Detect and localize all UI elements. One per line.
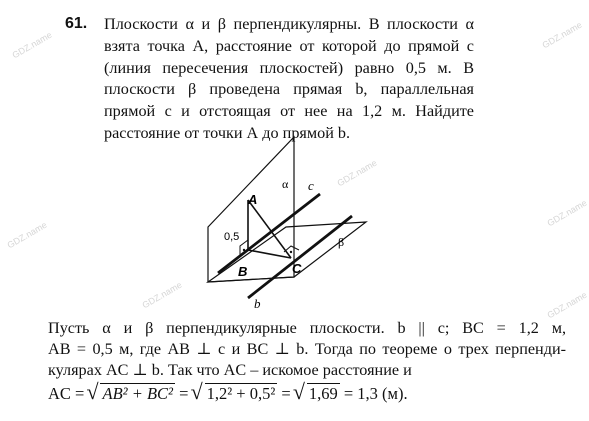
line-b — [248, 216, 352, 298]
solution-text — [48, 318, 566, 382]
radicand-3: 1,69 — [308, 384, 338, 403]
radical-2 — [195, 384, 278, 404]
watermark: GDZ.name — [540, 19, 584, 51]
label-alpha: α — [282, 177, 289, 191]
formula-lhs: AC = — [48, 384, 85, 403]
problem-statement — [104, 14, 474, 145]
watermark: GDZ.name — [10, 29, 54, 61]
label-C: C — [292, 261, 302, 276]
problem-line: плоскости β проведена прямая b, параллельная — [104, 80, 474, 99]
problem-line: (линия пересечения плоскостей) равно 0,5 м. В — [104, 58, 474, 77]
watermark: GDZ.name — [335, 157, 379, 189]
watermark: GDZ.name — [545, 289, 589, 321]
radical-1 — [90, 384, 175, 404]
watermark: GDZ.name — [5, 219, 49, 251]
solution-line: Пусть α и β перпендикулярные плоскости. b || c; BC = 1,2 м, — [48, 319, 566, 337]
plane-alpha — [208, 137, 294, 282]
formula-eq-1: = — [175, 384, 193, 403]
solution-formula — [48, 384, 408, 404]
right-angle-dot-C — [290, 251, 292, 253]
label-B: B — [238, 264, 248, 279]
problem-line: взята точка А, расстояние от которой до прямой c — [104, 36, 474, 55]
label-c: c — [308, 178, 314, 193]
problem-line: расстояние от точки А до прямой b. — [104, 123, 351, 142]
watermark: GDZ.name — [545, 197, 589, 229]
solution-line: AB = 0,5 м, где AB ⊥ c и BC ⊥ b. Тогда по теореме о трех перпенди- — [48, 340, 566, 359]
formula-eq-2: = — [277, 384, 295, 403]
problem-line: прямой c и отстоящая от нее на 1,2 м. Найдите — [104, 102, 474, 121]
radicand-1: AB² + BC² — [102, 384, 174, 403]
radical-3 — [297, 384, 340, 404]
label-A: A — [248, 192, 258, 207]
watermark: GDZ.name — [140, 279, 184, 311]
formula-tail: = 1,3 (м). — [339, 384, 408, 403]
right-angle-dot-B — [243, 249, 245, 251]
geometry-figure — [196, 132, 379, 312]
problem-line: Плоскости α и β перпендикулярны. В плоскости α — [104, 15, 474, 33]
label-b: b — [254, 296, 261, 311]
solution-line: кулярах AC ⊥ b. Так что AC – искомое расстояние и — [48, 361, 412, 380]
label-length-AB: 0,5 — [224, 231, 240, 243]
label-beta: β — [338, 235, 345, 249]
problem-number: 61. — [65, 15, 88, 32]
radicand-2: 1,2² + 0,5² — [206, 384, 276, 403]
